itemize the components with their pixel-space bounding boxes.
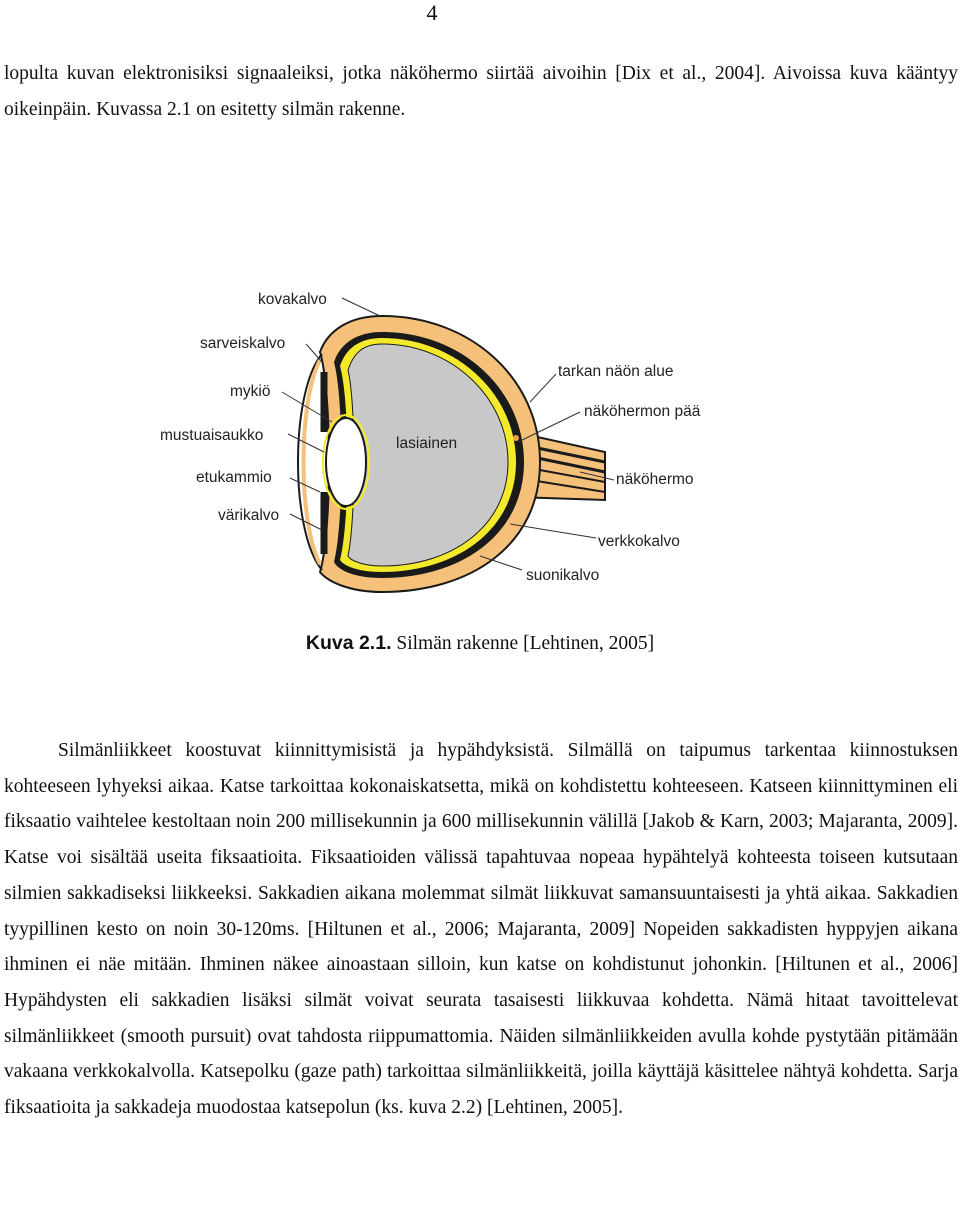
lens-shape [326, 418, 366, 506]
label-verkkokalvo: verkkokalvo [598, 533, 680, 550]
fovea-marker [513, 435, 519, 441]
caption-label: Kuva 2.1. [305, 632, 392, 654]
eye-diagram [150, 282, 750, 600]
label-etukammio: etukammio [196, 469, 272, 486]
label-mustuaisaukko: mustuaisaukko [160, 427, 264, 444]
paragraph-eye-movements: Silmänliikkeet koostuvat kiinnittymisistä ja hypähdyksistä. Silmällä on taipumus tarkentaa kiinnostuksen kohteeseen lyhyeksi aikaa. Katse tarkoittaa kokonaiskatsetta, mikä on kohdistettu kohteeseen. Katseen kiinnittyminen eli fiksaatio vaihtelee kestoltaan noin 200 millisekunnin ja 600 millisekunnin välillä [Jakob & Karn, 2003; Majaranta, 2009]. Katse voi sisältää useita fiksaatioita. Fiksaatioiden välissä tapahtuvaa nopeaa hypähtelyä kohteesta toiseen kutsutaan silmien sakkadiseksi liikkeeksi. Sakkadien aikana molemmat silmät liikkuvat samansuuntaisesti ja yhtä aikaa. Sakkadien tyypillinen kesto on noin 30-120ms. [Hiltunen et al., 2006; Majaranta, 2009] Nopeiden sakkadisten hyppyjen aikana ihminen ei näe mitään. Ihminen näkee ainoastaan silloin, kun katse on kohdistunut johonkin. [Hiltunen et al., 2006] Hypähdysten eli sakkadien lisäksi silmät voivat seurata tasaisesti liikkuvaa kohdetta. Nämä hitaat tavoittelevat silmänliikkeet (smooth pursuit) ovat tahdosta riippumattomia. Näiden silmänliikkeiden avulla kohde pystytään pitämään vakaana verkkokalvolla. Katsepolku (gaze path) tarkoittaa silmänliikkeitä, joilla käyttäjä käsittelee nähtyä kohdetta. Sarja fiksaatioita ja sakkadeja muodostaa katsepolun (ks. kuva 2.2) [Lehtinen, 2005]. [4, 740, 958, 1119]
label-nakohermon-paa: näköhermon pää [584, 403, 701, 420]
caption-text: Silmän rakenne [Lehtinen, 2005] [396, 633, 655, 654]
label-nakohermo: näköhermo [616, 471, 694, 488]
label-kovakalvo: kovakalvo [258, 291, 327, 308]
label-mykio: mykiö [230, 383, 271, 400]
page-number: 4 [426, 0, 438, 25]
label-tarkan-naon-alue: tarkan näön alue [558, 363, 674, 380]
label-suonikalvo: suonikalvo [526, 567, 600, 584]
figure-caption [0, 628, 960, 659]
paragraph-intro: lopulta kuvan elektronisiksi signaaleiksi, jotka näköhermo siirtää aivoihin [Dix et al., 2004]. Aivoissa kuva kääntyy oikeinpäin. Kuvassa 2.1 on esitetty silmän rakenne. [4, 63, 958, 120]
label-sarveiskalvo: sarveiskalvo [200, 335, 286, 352]
eye-anatomy-figure [150, 282, 750, 600]
label-lasiainen: lasiainen [396, 435, 458, 452]
label-varikalvo: värikalvo [218, 507, 280, 524]
